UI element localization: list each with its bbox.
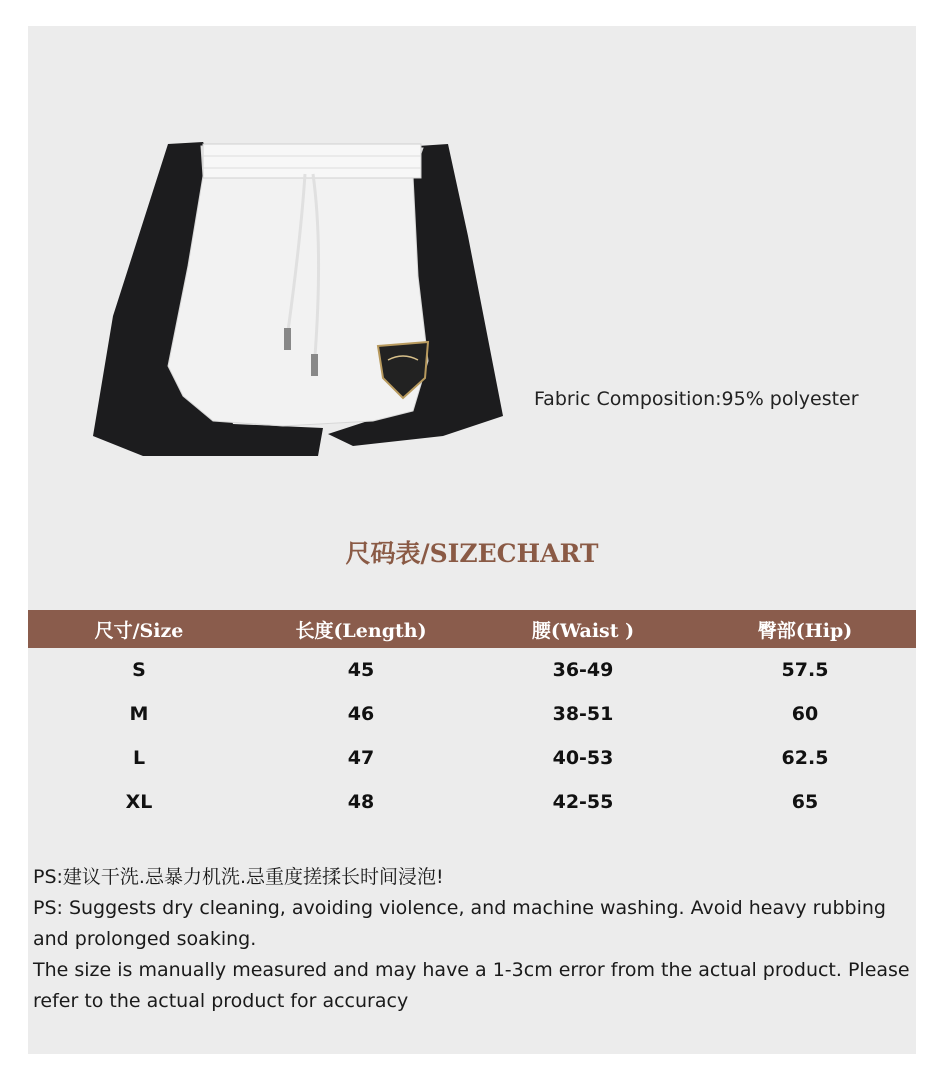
fabric-composition: Fabric Composition:95% polyester [534,388,859,410]
cell-length: 48 [347,791,375,813]
shorts-product-image [83,116,503,456]
cell-size: M [129,703,149,725]
header-hip: 臀部(Hip) [694,610,916,648]
cell-waist: 40-53 [552,747,614,769]
table-row [28,692,916,736]
cell-size: XL [125,791,153,813]
header-size: 尺寸/Size [28,610,250,648]
size-disclaimer: The size is manually measured and may have a 1-3cm error from the actual product. Please refer to the actual product for accuracy [33,959,910,1012]
size-chart-header-row [28,610,916,648]
cell-length: 47 [347,747,375,769]
care-note-chinese: PS:建议干洗.忌暴力机洗.忌重度搓揉长时间浸泡! [33,866,444,888]
header-waist: 腰(Waist ) [472,610,694,648]
cell-size: S [132,659,146,681]
size-chart-title: 尺码表/SIZECHART [345,539,599,568]
table-row [28,780,916,824]
care-notes [33,862,913,1017]
cell-hip: 60 [791,703,819,725]
care-note-english: PS: Suggests dry cleaning, avoiding violence, and machine washing. Avoid heavy rubbing and prolonged soaking. [33,897,886,950]
cell-hip: 62.5 [781,747,829,769]
header-length: 长度(Length) [250,610,472,648]
cell-size: L [132,747,146,769]
table-row [28,736,916,780]
size-chart-table [28,610,916,824]
cell-waist: 36-49 [552,659,614,681]
table-row [28,648,916,692]
cell-length: 45 [347,659,375,681]
cell-waist: 42-55 [552,791,614,813]
cell-hip: 65 [791,791,819,813]
product-panel [28,26,916,1054]
cell-length: 46 [347,703,375,725]
cell-waist: 38-51 [552,703,614,725]
cell-hip: 57.5 [781,659,829,681]
